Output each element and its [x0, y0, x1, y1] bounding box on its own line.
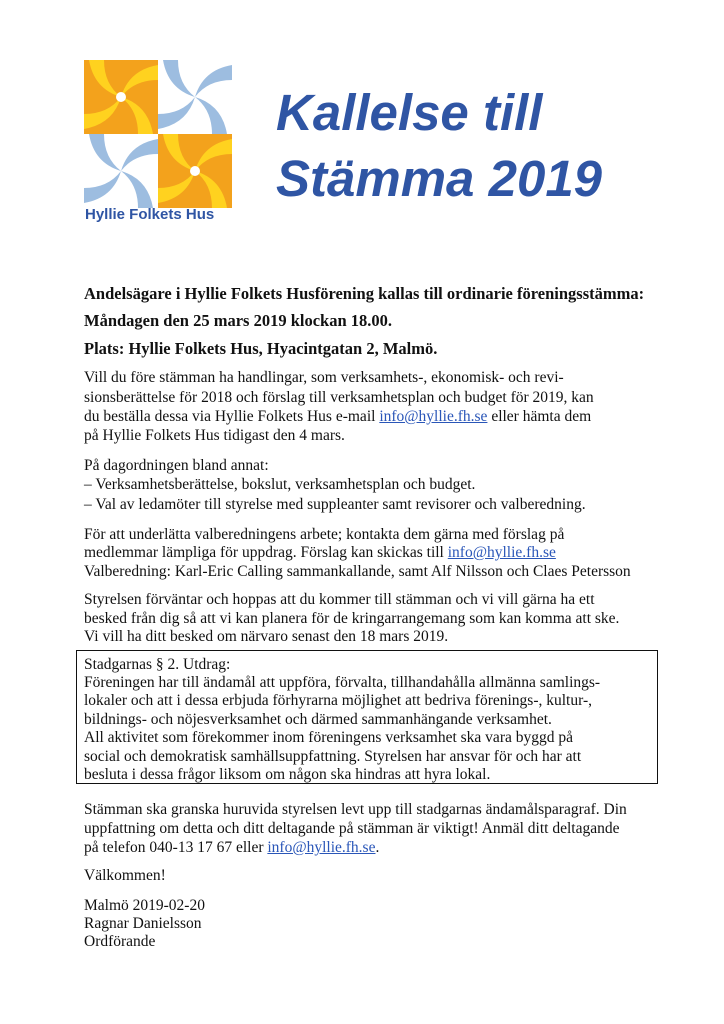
- intro-line-1: Andelsägare i Hyllie Folkets Husförening kallas till ordinarie föreningsstämma:: [84, 284, 645, 303]
- signature-place-date: Malmö 2019-02-20: [84, 897, 205, 914]
- bylaws-line-6: besluta i dessa frågor liksom om någon ska hindras att hyra lokal.: [84, 766, 491, 783]
- closing-line-3-tail: .: [375, 839, 380, 856]
- email-link[interactable]: info@hyllie.fh.se: [447, 544, 556, 561]
- docs-line-2: sionsberättelse för 2018 och förslag till verksamhetsplan och budget för 2019, kan: [84, 389, 594, 406]
- intro-line-3: Plats: Hyllie Folkets Hus, Hyacintgatan 2, Malmö.: [84, 339, 438, 358]
- bylaws-heading: Stadgarnas § 2. Utdrag:: [84, 656, 231, 673]
- email-link[interactable]: info@hyllie.fh.se: [379, 408, 488, 425]
- nomination-line-3: Valberedning: Karl-Eric Calling sammankallande, samt Alf Nilsson och Claes Petersson: [84, 563, 631, 580]
- rsvp-line-3: Vi vill ha ditt besked om närvaro senast den 18 mars 2019.: [84, 628, 449, 645]
- agenda-item-2: – Val av ledamöter till styrelse med suppleanter samt revisorer och valberedning.: [84, 496, 586, 513]
- signature-role: Ordförande: [84, 933, 156, 950]
- closing-line-1: Stämman ska granska huruvida styrelsen levt upp till stadgarnas ändamålsparagraf. Din: [84, 801, 627, 818]
- docs-line-3: [84, 407, 591, 427]
- bylaws-line-4: All aktivitet som förekommer inom föreningens verksamhet ska vara byggd på: [84, 729, 573, 746]
- docs-line-3-text: du beställa dessa via Hyllie Folkets Hus e-mail: [84, 408, 380, 425]
- rsvp-line-2: besked från dig så att vi kan planera för de kringarrangemang som kan komma att ske.: [84, 610, 620, 627]
- nomination-line-2: [84, 543, 556, 563]
- closing-line-2: uppfattning om detta och ditt deltagande på stämman är viktigt! Anmäl ditt deltagande: [84, 820, 620, 837]
- title-line-1: Kallelse till: [276, 84, 543, 141]
- docs-line-3-tail: eller hämta dem: [487, 408, 592, 425]
- closing-line-3-text: på telefon 040-13 17 67 eller: [84, 839, 268, 856]
- email-link[interactable]: info@hyllie.fh.se: [267, 839, 376, 856]
- agenda-item-1: – Verksamhetsberättelse, bokslut, verksamhetsplan och budget.: [84, 476, 476, 493]
- bylaws-line-1: Föreningen har till ändamål att uppföra, förvalta, tillhandahålla allmänna samlings-: [84, 674, 601, 691]
- hyllie-folkets-hus-logo: [84, 60, 232, 208]
- page-title: [276, 80, 602, 212]
- rsvp-line-1: Styrelsen förväntar och hoppas att du kommer till stämman och vi vill gärna ha ett: [84, 591, 595, 608]
- nomination-line-2-text: medlemmar lämpliga för uppdrag. Förslag kan skickas till: [84, 544, 448, 561]
- signature-name: Ragnar Danielsson: [84, 915, 202, 932]
- bylaws-line-3: bildnings- och nöjesverksamhet och därmed sammanhängande verksamhet.: [84, 711, 552, 728]
- agenda-heading: På dagordningen bland annat:: [84, 457, 269, 474]
- logo-name: Hyllie Folkets Hus: [85, 206, 215, 223]
- nomination-line-1: För att underlätta valberedningens arbete; kontakta dem gärna med förslag på: [84, 526, 565, 543]
- intro-line-2: Måndagen den 25 mars 2019 klockan 18.00.: [84, 311, 393, 330]
- docs-line-1: Vill du före stämman ha handlingar, som verksamhets-, ekonomisk- och revi-: [84, 369, 564, 386]
- bylaws-line-2: lokaler och att i dessa erbjuda förhyrarna möjlighet att bedriva förenings-, kultur-,: [84, 692, 593, 709]
- welcome-text: Välkommen!: [84, 867, 166, 884]
- bylaws-line-5: social och demokratisk samhällsuppfattning. Styrelsen har ansvar för och har att: [84, 748, 582, 765]
- docs-line-4: på Hyllie Folkets Hus tidigast den 4 mars.: [84, 427, 345, 444]
- title-line-2: Stämma 2019: [276, 150, 603, 207]
- closing-line-3: [84, 838, 379, 858]
